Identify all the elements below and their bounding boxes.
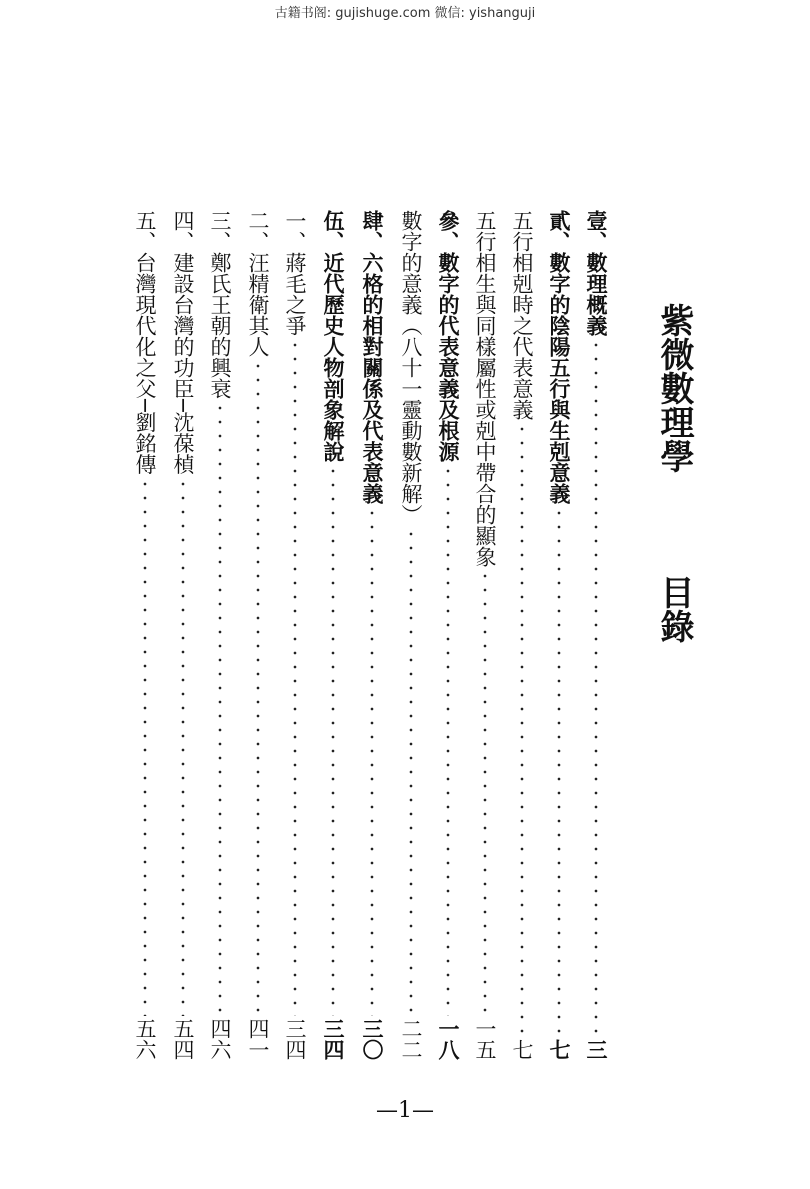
toc-entry-title: 貳、數字的陰陽五行與生剋意義 [547,210,572,504]
toc-entry-page: 七 [510,1039,534,1060]
contents-label: 目錄 [654,575,694,643]
toc-entry [433,210,463,1060]
toc-leader [409,527,413,1016]
toc-entry [544,210,574,1060]
toc-entry-title: 肆、六格的相對關係及代表意義 [360,210,385,504]
toc-entry-title: 數字的意義（八十一靈動數新解） [399,210,423,525]
toc-entry-title: 五行相生與同樣屬性或剋中帶合的顯象 [473,210,497,567]
toc-entry [205,210,235,1060]
toc-leader [331,464,335,1016]
toc-leader [446,464,450,1016]
toc-leader [557,506,561,1037]
toc-entry [243,210,273,1060]
toc-entry-page: 四六 [208,1018,232,1060]
toc-leader [594,338,598,1037]
toc-entry-page: 一八 [436,1018,461,1060]
toc-entry-title: 伍、近代歷史人物剖象解說 [321,210,346,462]
toc-entry [357,210,387,1060]
toc-leader [256,359,260,1016]
toc-leader [293,338,297,1016]
toc-entry-page: 二二 [399,1018,423,1060]
toc-entry-page: 三四 [283,1018,307,1060]
toc-entry-title: 五、台灣現代化之父─劉銘傳 [133,210,157,475]
toc-entry-page: 三〇 [360,1018,385,1060]
toc-entry-title: 三、鄭氏王朝的興衰 [208,210,232,399]
toc-entry-title: 五行相剋時之代表意義 [510,210,534,420]
toc-entry [168,210,198,1060]
toc-entry [130,210,160,1060]
toc-entry [507,210,537,1060]
toc-entry-title: 二、汪精衛其人 [246,210,270,357]
book-title [652,303,696,643]
toc-entry [280,210,310,1060]
book-title-text: 紫微數理學 [654,303,694,473]
toc-entry-page: 五六 [133,1018,157,1060]
toc-entry-title: 壹、數理概義 [584,210,609,336]
toc-leader [370,506,374,1016]
toc-entry-title: 一、蔣毛之爭 [283,210,307,336]
toc-leader [520,422,524,1037]
toc-entry-title: 參、數字的代表意義及根源 [436,210,461,462]
watermark: 古籍书阁: gujishuge.com 微信: yishanguji [274,6,536,21]
toc-entry-page: 四一 [246,1018,270,1060]
toc-entry [396,210,426,1060]
toc-entry-title: 四、建設台灣的功臣─沈葆楨 [171,210,195,475]
toc-entry [581,210,611,1060]
toc-leader [218,401,222,1016]
toc-entry-page: 三 [584,1039,609,1060]
toc-leader [181,477,185,1016]
toc-entry-page: 三四 [321,1018,346,1060]
toc-leader [483,569,487,1016]
toc-entry-page: 五四 [171,1018,195,1060]
page-number: —1— [376,1098,434,1123]
toc-leader [143,477,147,1016]
toc-entry [470,210,500,1060]
toc-entry [318,210,348,1060]
toc-entry-page: 七 [547,1039,572,1060]
toc-entry-page: 一五 [473,1018,497,1060]
